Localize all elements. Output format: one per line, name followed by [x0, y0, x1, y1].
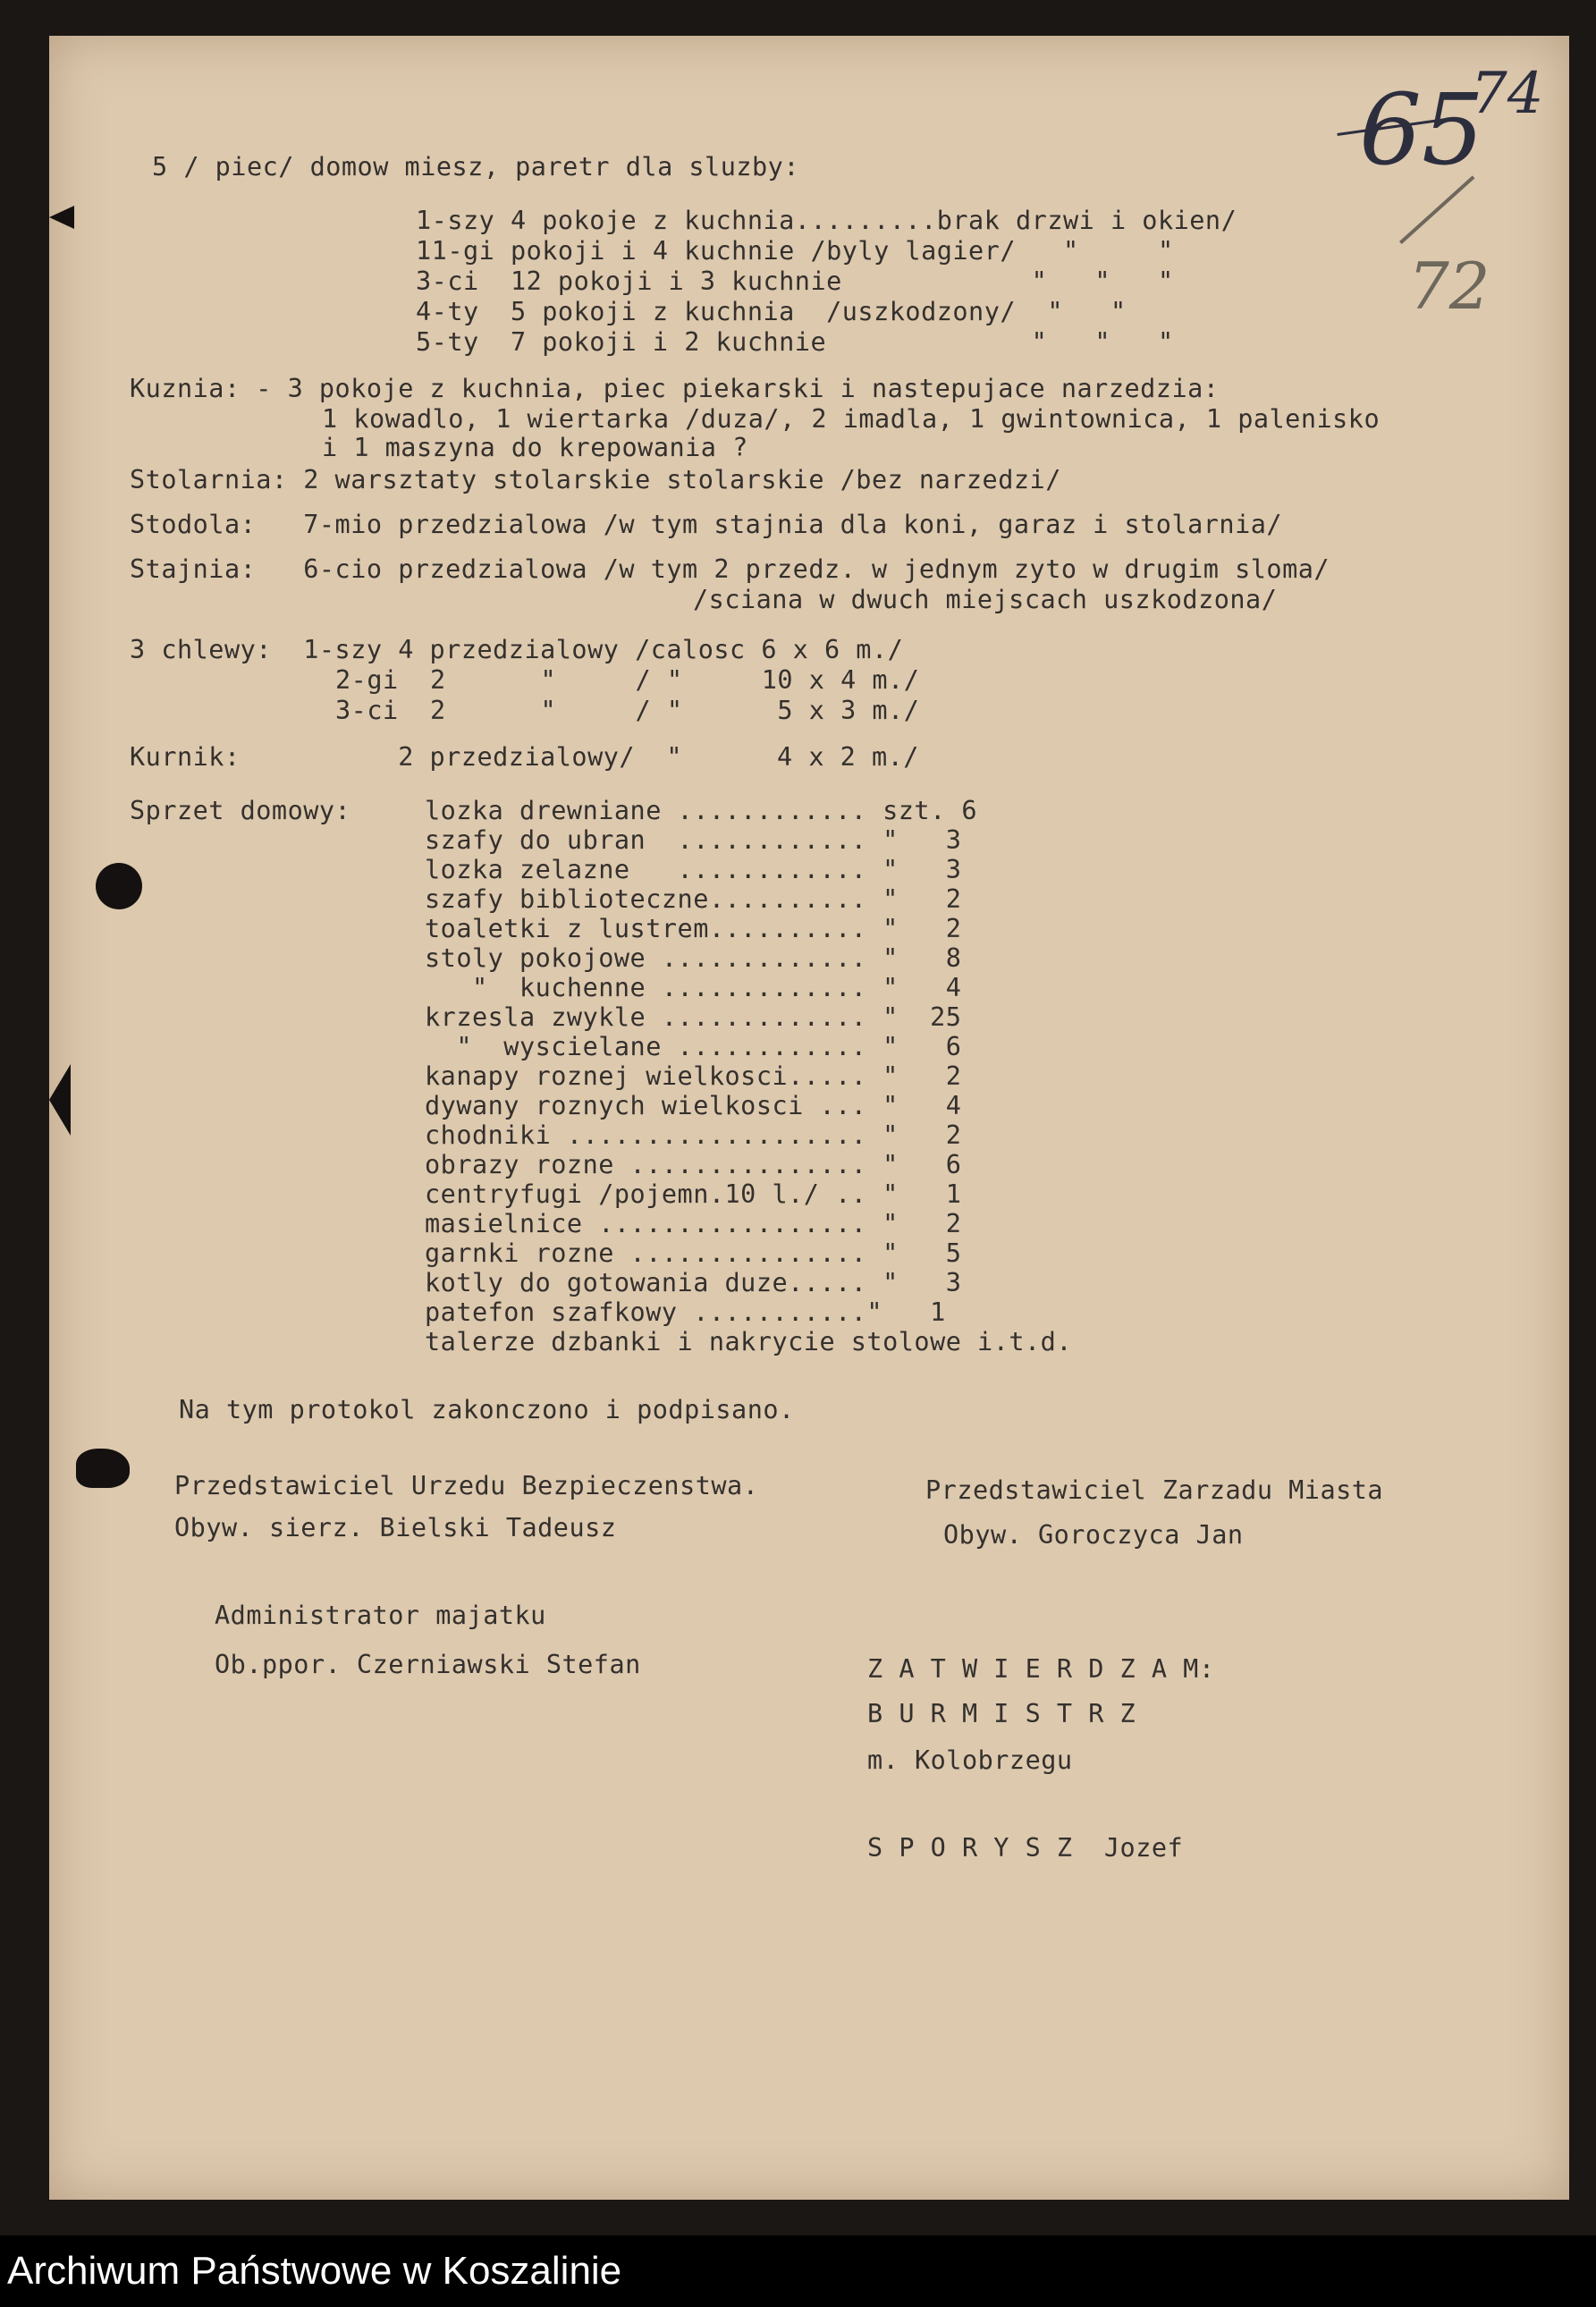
inventory-item: szafy do ubran ............ " 3: [425, 825, 962, 855]
heading: 5 / piec/ domow miesz, paretr dla sluzby:: [152, 152, 799, 182]
chlewy-line: 2-gi 2 " / " 10 x 4 m./: [335, 665, 920, 695]
mayor-city: m. Kolobrzegu: [867, 1745, 1073, 1775]
inventory-item: " wyscielane ............ " 6: [425, 1032, 962, 1061]
margin-tear: [49, 206, 74, 229]
approval-header: Z A T W I E R D Z A M:: [867, 1654, 1215, 1684]
inventory-item: dywany roznych wielkosci ... " 4: [425, 1091, 962, 1120]
city-title: Przedstawiciel Zarzadu Miasta: [925, 1475, 1384, 1505]
kurnik-line: Kurnik: 2 przedzialowy/ " 4 x 2 m./: [130, 742, 919, 772]
ub-name: Obyw. sierz. Bielski Tadeusz: [174, 1513, 617, 1542]
stolarnia-line: Stolarnia: 2 warsztaty stolarskie stolarskie /bez narzedzi/: [130, 465, 1061, 494]
mayor-name: S P O R Y S Z Jozef: [867, 1833, 1184, 1863]
closing-statement: Na tym protokol zakonczono i podpisano.: [179, 1395, 795, 1424]
old-page-number: 74: [1471, 61, 1544, 127]
inventory-item: lozka zelazne ............ " 3: [425, 855, 962, 884]
list-item: 3-ci 12 pokoji i 3 kuchnie " " ": [416, 266, 1174, 296]
inventory-item: centryfugi /pojemn.10 l./ .. " 1: [425, 1179, 962, 1209]
list-item: 5-ty 7 pokoji i 2 kuchnie " " ": [416, 327, 1174, 357]
chlewy-line: 3-ci 2 " / " 5 x 3 m./: [335, 696, 920, 725]
inventory-item: lozka drewniane ............ szt. 6: [425, 796, 978, 825]
archive-footer: Archiwum Państwowe w Koszalinie: [0, 2235, 1596, 2307]
list-item: 11-gi pokoji i 4 kuchnie /byly lagier/ " ": [416, 236, 1174, 266]
margin-tear: [49, 1064, 71, 1136]
inventory-item: obrazy rozne ............... " 6: [425, 1150, 962, 1179]
mayor-title: B U R M I S T R Z: [867, 1699, 1136, 1728]
inventory-item: stoly pokojowe ............. " 8: [425, 943, 962, 973]
admin-title: Administrator majatku: [215, 1601, 546, 1630]
stodola-line: Stodola: 7-mio przedzialowa /w tym stajnia dla koni, garaz i stolarnia/: [130, 510, 1283, 539]
inventory-item: krzesla zwykle ............. " 25: [425, 1002, 962, 1032]
inventory-item: chodniki ................... " 2: [425, 1120, 962, 1150]
inventory-item: kanapy roznej wielkosci..... " 2: [425, 1061, 962, 1091]
list-item: 4-ty 5 pokoji z kuchnia /uszkodzony/ " ": [416, 297, 1127, 326]
inventory-item: patefon szafkowy ..........." 1: [425, 1297, 946, 1327]
sprzet-label: Sprzet domowy:: [130, 796, 351, 825]
kuznia-line: 1 kowadlo, 1 wiertarka /duza/, 2 imadla, 1 gwintownica, 1 palenisko: [322, 404, 1381, 434]
chlewy-line: 3 chlewy: 1-szy 4 przedzialowy /calosc 6 x 6 m./: [130, 635, 904, 664]
kuznia-line: Kuznia: - 3 pokoje z kuchnia, piec piekarski i nastepujace narzedzia:: [130, 374, 1220, 403]
punch-hole: [96, 863, 142, 909]
ub-title: Przedstawiciel Urzedu Bezpieczenstwa.: [174, 1471, 759, 1500]
page-number-handwritten: 65: [1359, 72, 1484, 187]
document-page: [49, 36, 1569, 2200]
inventory-item: masielnice ................. " 2: [425, 1209, 962, 1238]
margin-tear: [76, 1449, 130, 1488]
handwritten-note: 72: [1408, 249, 1490, 324]
inventory-item: garnki rozne ............... " 5: [425, 1238, 962, 1268]
kuznia-line: i 1 maszyna do krepowania ?: [322, 433, 748, 462]
stajnia-line: Stajnia: 6-cio przedzialowa /w tym 2 przedz. w jednym zyto w drugim sloma/: [130, 554, 1330, 584]
inventory-item: " kuchenne ............. " 4: [425, 973, 962, 1002]
list-item: 1-szy 4 pokoje z kuchnia.........brak drzwi i okien/: [416, 206, 1237, 235]
inventory-item: szafy biblioteczne.......... " 2: [425, 884, 962, 914]
inventory-item: talerze dzbanki i nakrycie stolowe i.t.d.: [425, 1327, 1072, 1356]
city-name: Obyw. Goroczyca Jan: [943, 1520, 1244, 1550]
inventory-item: toaletki z lustrem.......... " 2: [425, 914, 962, 943]
stajnia-line: /sciana w dwuch miejscach uszkodzona/: [693, 585, 1278, 614]
admin-name: Ob.ppor. Czerniawski Stefan: [215, 1650, 641, 1679]
inventory-item: kotly do gotowania duze..... " 3: [425, 1268, 962, 1297]
